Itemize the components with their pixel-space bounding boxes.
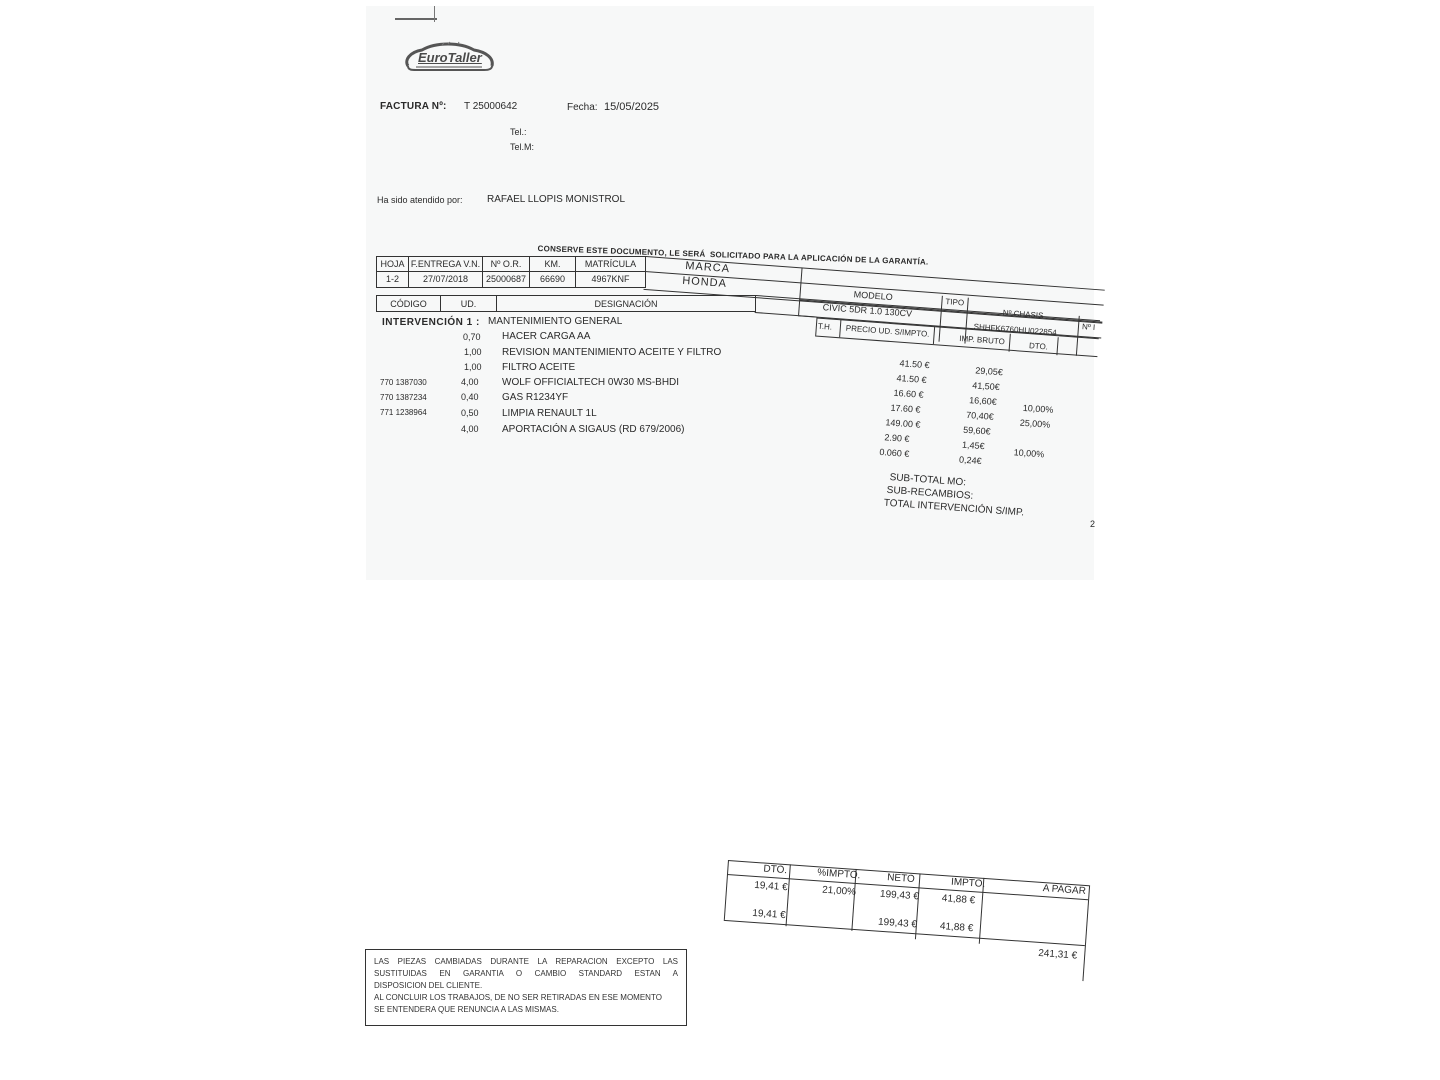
disclaimer-line: SUSTITUIDAS EN GARANTIA O CAMBIO STANDARD ESTAN A <box>374 969 678 978</box>
precio-header: PRECIO UD. S/IMPTO. <box>845 323 930 339</box>
line-price: 2.90 € <box>884 432 910 444</box>
totals-neto-total: 199,43 € <box>877 916 918 931</box>
line-price: 41.50 € <box>899 358 930 371</box>
line-desc: WOLF OFFICIALTECH 0W30 MS-BHDI <box>502 377 680 388</box>
line-dto: 25,00% <box>1019 417 1051 430</box>
totals-apagar-value: 241,31 € <box>1037 947 1078 962</box>
logo-text: EuroTaller <box>418 50 482 65</box>
line-desc: LIMPIA RENAULT 1L <box>502 408 597 419</box>
line-code: 771 1238964 <box>380 408 427 417</box>
modelo-header: MODELO <box>853 289 894 303</box>
totals-neto-header: NETO <box>886 872 916 886</box>
line-code: 770 1387030 <box>380 378 427 387</box>
totals-dto-total: 19,41 € <box>751 907 787 922</box>
eurotaller-logo <box>402 40 496 74</box>
line-price: 16.60 € <box>893 387 924 400</box>
ud-header: UD. <box>441 296 497 311</box>
line-desc: GAS R1234YF <box>502 392 569 403</box>
line-ud: 0,70 <box>463 332 481 342</box>
line-ud: 4,00 <box>461 424 479 434</box>
line-desc: HACER CARGA AA <box>502 331 591 342</box>
totals-impto-total: 41,88 € <box>939 920 974 935</box>
staple-mark <box>434 6 436 22</box>
line-ud: 0,50 <box>461 408 479 418</box>
line-price: 17.60 € <box>890 402 921 415</box>
totals-pct-header: %IMPTO. <box>816 867 861 882</box>
disclaimer-line: LAS PIEZAS CAMBIADAS DURANTE LA REPARACION EXCEPTO LAS <box>374 957 678 966</box>
total-intervention-label: TOTAL INTERVENCIÓN S/IMP. <box>883 497 1025 519</box>
line-gross: 0,24€ <box>958 454 982 467</box>
line-gross: 29,05€ <box>974 365 1004 378</box>
tel-label: Tel.: <box>510 127 527 137</box>
totals-apagar-header: A PAGAR <box>1042 883 1087 898</box>
line-price: 41.50 € <box>896 372 927 386</box>
total-value-cut: 2 <box>1090 519 1096 529</box>
line-gross: 16,60€ <box>968 395 998 407</box>
telm-label: Tel.M: <box>510 142 535 152</box>
col-km: KM. 66690 <box>530 257 576 287</box>
col-matricula: MATRÍCULA 4967KNF <box>576 257 646 287</box>
modelo-value: CIVIC 5DR 1.0 130CV <box>822 302 913 319</box>
warranty-notice-part2: SOLICITADO PARA LA APLICACIÓN DE LA GARANTÍA. <box>709 250 929 267</box>
intervention-title: MANTENIMIENTO GENERAL <box>488 316 623 327</box>
chasis-header: Nº CHASIS <box>1002 308 1044 321</box>
line-price: 149.00 € <box>885 417 921 430</box>
fecha-entrega-value: 27/07/2018 <box>422 274 469 284</box>
dto-header: DTO. <box>1028 341 1049 352</box>
warranty-notice-part1: CONSERVE ESTE DOCUMENTO, LE SERÁ <box>537 243 706 259</box>
lines-header <box>376 295 756 312</box>
line-desc: FILTRO ACEITE <box>502 362 576 373</box>
line-dto: 10,00% <box>1022 402 1054 415</box>
matricula-value: 4967KNF <box>591 274 630 284</box>
invoice-label: FACTURA Nº: <box>380 101 447 112</box>
line-ud: 4,00 <box>461 377 479 387</box>
date-label: Fecha: <box>567 102 598 113</box>
hoja-value: 1-2 <box>385 274 399 284</box>
col-fecha-entrega: F.ENTREGA V.N. 27/07/2018 <box>409 257 483 287</box>
bruto-header: IMP. BRUTO <box>959 334 1006 347</box>
line-desc: APORTACIÓN A SIGAUS (RD 679/2006) <box>502 424 685 435</box>
line-gross: 1,45€ <box>961 439 985 452</box>
line-desc: REVISION MANTENIMIENTO ACEITE Y FILTRO <box>502 347 722 358</box>
or-value: 25000687 <box>485 274 527 284</box>
staple-mark <box>395 18 437 24</box>
subtotal-mo-label: SUB-TOTAL MO: <box>889 472 967 489</box>
num-header: Nº I <box>1081 322 1096 333</box>
attended-by: RAFAEL LLOPIS MONISTROL <box>487 194 626 205</box>
line-ud: 1,00 <box>464 347 482 357</box>
invoice-date: 15/05/2025 <box>604 101 660 113</box>
vehicle-table <box>376 256 646 288</box>
col-or: Nº O.R. 25000687 <box>483 257 530 287</box>
totals-dto-value: 19,41 € <box>753 879 788 894</box>
invoice-number: T 25000642 <box>464 101 518 112</box>
line-code: 770 1387234 <box>380 393 427 402</box>
designacion-header: DESIGNACIÓN <box>594 298 658 309</box>
disclaimer-line: SE ENTENDERA QUE RENUNCIA A LAS MISMAS. <box>374 1005 559 1014</box>
subtotal-recambios-label: SUB-RECAMBIOS: <box>886 484 974 502</box>
disclaimer-line: AL CONCLUIR LOS TRABAJOS, DE NO SER RETIRADAS EN ESE MOMENTO <box>374 993 662 1002</box>
tipo-header: TIPO <box>945 297 965 308</box>
codigo-header: CÓDIGO <box>377 296 441 311</box>
line-ud: 0,40 <box>461 392 479 402</box>
km-value: 66690 <box>539 274 566 284</box>
th-header: T.H. <box>817 321 833 332</box>
totals-dto-header: DTO. <box>763 863 788 877</box>
line-price: 0.060 € <box>879 446 910 460</box>
line-dto: 10,00% <box>1013 447 1045 460</box>
marca-header: MARCA <box>684 259 731 276</box>
chasis-value: SHHFK6760HU022854 <box>973 322 1057 338</box>
totals-impto-value: 41,88 € <box>941 893 976 907</box>
line-gross: 70,40€ <box>965 409 995 422</box>
disclaimer-box <box>365 949 687 1026</box>
totals-pct-value: 21,00% <box>821 884 857 898</box>
disclaimer-line: DISPOSICION DEL CLIENTE. <box>374 981 483 990</box>
line-gross: 41,50€ <box>971 380 1001 393</box>
marca-value: HONDA <box>681 274 728 290</box>
totals-impto-header: IMPTO. <box>950 876 986 890</box>
line-gross: 59,60€ <box>962 424 991 437</box>
line-ud: 1,00 <box>464 362 482 372</box>
attended-label: Ha sido atendido por: <box>377 195 463 205</box>
totals-table <box>722 860 1089 973</box>
col-hoja: HOJA 1-2 <box>377 257 409 287</box>
totals-neto-value: 199,43 € <box>879 888 920 903</box>
intervention-label: INTERVENCIÓN 1 : <box>382 317 480 328</box>
